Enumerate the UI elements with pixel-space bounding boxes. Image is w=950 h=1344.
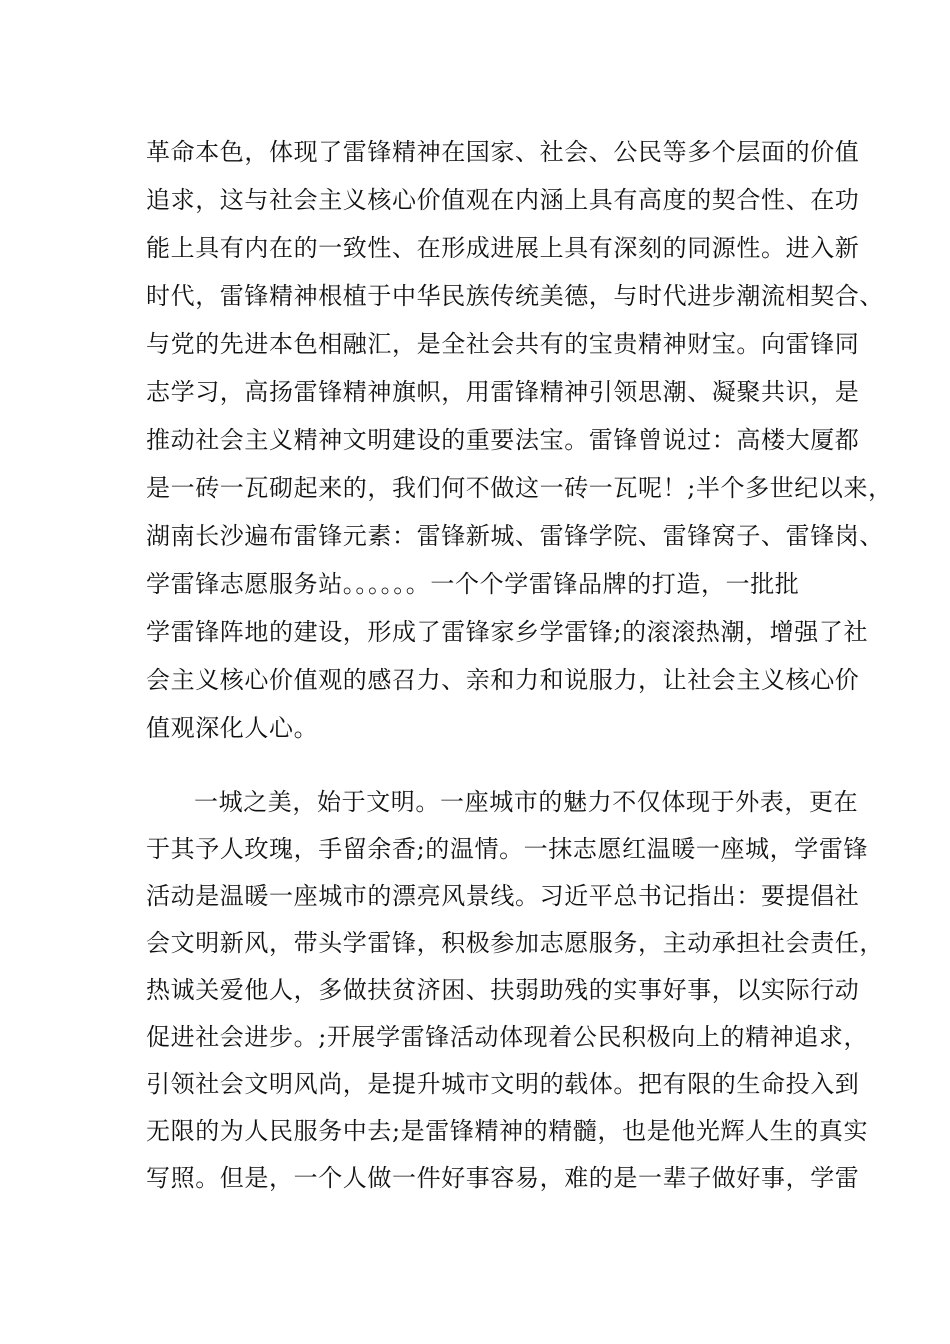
text-line: 志学习，高扬雷锋精神旗帜，用雷锋精神引领思潮、凝聚共识，是 (146, 378, 860, 406)
text-line: 引领社会文明风尚，是提升城市文明的载体。把有限的生命投入到 (146, 1070, 860, 1098)
text-line: 是一砖一瓦砌起来的，我们何不做这一砖一瓦呢！;半个多世纪以来， (146, 474, 893, 502)
text-line: 时代，雷锋精神根植于中华民族传统美德，与时代进步潮流相契合、 (146, 282, 884, 310)
text-line: 学雷锋志愿服务站。。。。。。一个个学雷锋品牌的打造，一批批 (146, 570, 800, 598)
text-line: 会主义核心价值观的感召力、亲和力和说服力，让社会主义核心价 (146, 666, 860, 694)
text-line: 热诚关爱他人，多做扶贫济困、扶弱助残的实事好事，以实际行动 (146, 976, 860, 1004)
text-line: 写照。但是，一个人做一件好事容易，难的是一辈子做好事，学雷 (146, 1164, 860, 1192)
text-line: 于其予人玫瑰，手留余香;的温情。一抹志愿红温暖一座城，学雷锋 (146, 835, 869, 863)
text-line: 活动是温暖一座城市的漂亮风景线。习近平总书记指出：要提倡社 (146, 882, 860, 910)
text-line: 学雷锋阵地的建设，形成了雷锋家乡学雷锋;的滚滚热潮，增强了社 (146, 618, 869, 646)
text-line: 与党的先进本色相融汇，是全社会共有的宝贵精神财宝。向雷锋同 (146, 330, 860, 358)
text-line: 追求，这与社会主义核心价值观在内涵上具有高度的契合性、在功 (146, 186, 860, 214)
text-line: 促进社会进步。;开展学雷锋活动体现着公民积极向上的精神追求， (146, 1023, 869, 1051)
text-line: 会文明新风，带头学雷锋，积极参加志愿服务，主动承担社会责任， (146, 929, 884, 957)
text-line: 能上具有内在的一致性、在形成进展上具有深刻的同源性。进入新 (146, 234, 860, 262)
text-line: 革命本色，体现了雷锋精神在国家、社会、公民等多个层面的价值 (146, 138, 860, 166)
text-line: 湖南长沙遍布雷锋元素：雷锋新城、雷锋学院、雷锋窝子、雷锋岗、 (146, 522, 884, 550)
paragraph-first-line: 一城之美，始于文明。一座城市的魅力不仅体现于外表，更在 (194, 788, 859, 816)
text-line: 无限的为人民服务中去;是雷锋精神的精髓，也是他光辉人生的真实 (146, 1117, 869, 1145)
text-line: 值观深化人心。 (146, 714, 319, 742)
text-line: 推动社会主义精神文明建设的重要法宝。雷锋曾说过：高楼大厦都 (146, 426, 860, 454)
